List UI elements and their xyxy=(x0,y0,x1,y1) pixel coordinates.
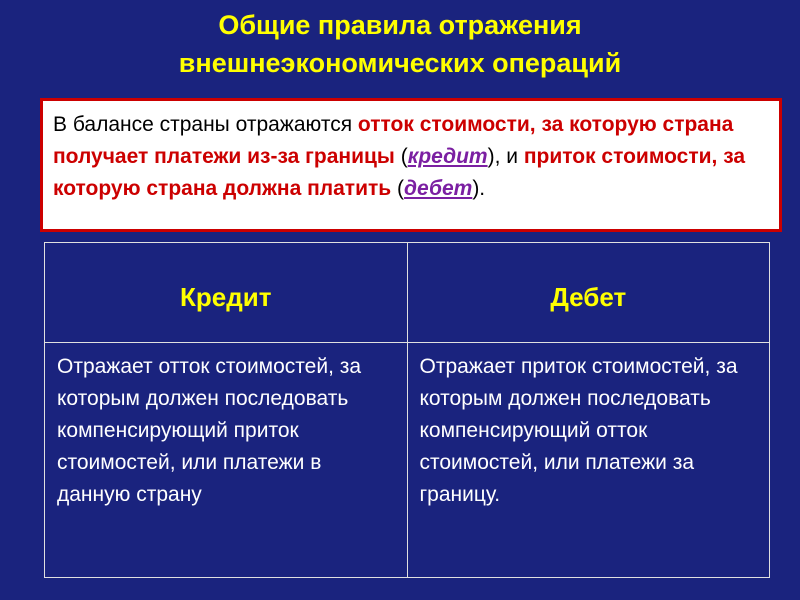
table-header-row xyxy=(45,243,770,343)
title-line-2: внешнеэкономических операций xyxy=(178,48,622,78)
title-line-1: Общие правила отражения xyxy=(218,10,582,40)
term-credit-link[interactable]: кредит xyxy=(407,145,488,168)
intro-paren-open-2: ( xyxy=(391,177,405,200)
intro-text-2: ), и xyxy=(487,145,524,168)
cell-debit-description: Отражает приток стоимостей, за которым должен последовать компенсирующий отток стоимостей, или платежи за границу. xyxy=(407,343,770,578)
header-debit: Дебет xyxy=(407,243,770,343)
term-debit-link[interactable]: дебет xyxy=(404,177,473,200)
intro-highlight-outflow: отток стоимости, за которую страна получает платежи из-за границы xyxy=(53,113,734,168)
intro-highlight-inflow: приток стоимости, за которую страна должна платить xyxy=(53,145,746,200)
intro-paren-close-2: ). xyxy=(472,177,486,200)
intro-box xyxy=(40,98,782,232)
intro-paren-open-1: ( xyxy=(394,145,408,168)
table-row xyxy=(45,343,770,578)
cell-credit-description: Отражает отток стоимостей, за которым должен последовать компенсирующий приток стоимостей, или платежи в данную страну xyxy=(45,343,408,578)
header-credit: Кредит xyxy=(45,243,408,343)
slide-title xyxy=(0,6,800,82)
credit-debit-table xyxy=(44,242,770,578)
intro-text-1: В балансе страны отражаются xyxy=(53,113,358,136)
